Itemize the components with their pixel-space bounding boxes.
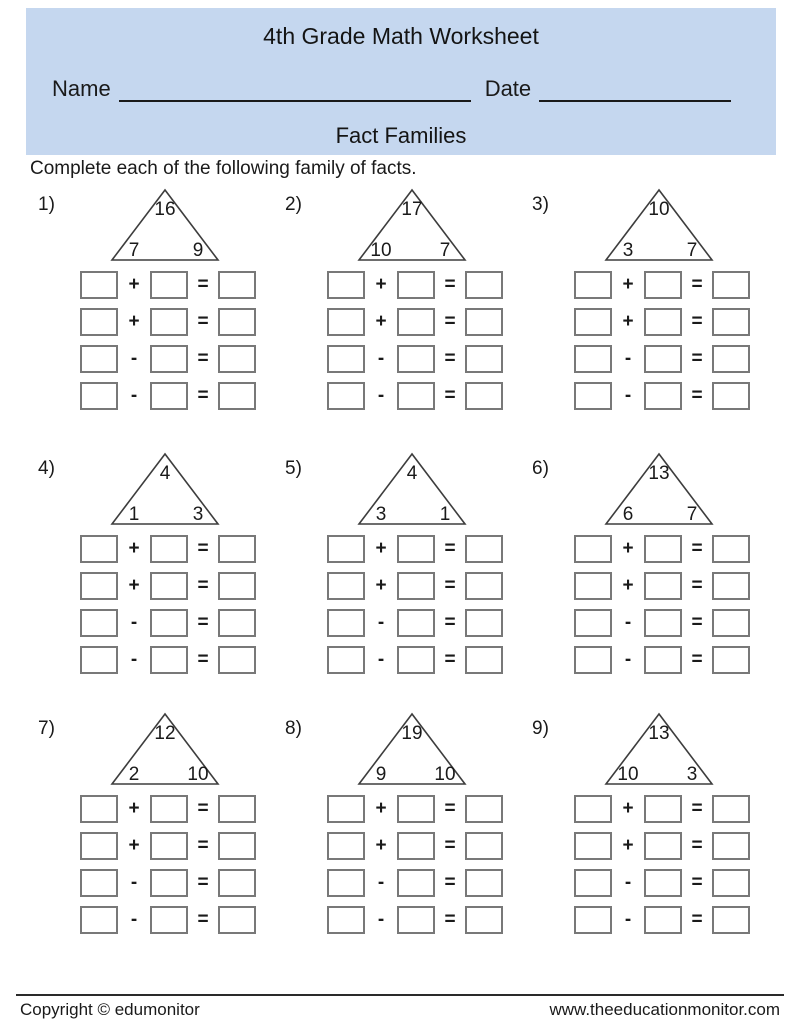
equation-row xyxy=(80,906,256,934)
triangle-left-number: 6 xyxy=(622,504,634,525)
answer-box[interactable] xyxy=(465,271,503,299)
answer-box[interactable] xyxy=(712,832,750,860)
problem-number: 8) xyxy=(285,718,302,739)
answer-box[interactable] xyxy=(80,646,118,674)
answer-box[interactable] xyxy=(644,535,682,563)
equals-sign: = xyxy=(197,798,209,819)
equals-sign: = xyxy=(691,835,703,856)
answer-box[interactable] xyxy=(150,535,188,563)
minus-operator: - xyxy=(377,649,385,670)
equation-row xyxy=(327,271,503,299)
answer-box[interactable] xyxy=(80,906,118,934)
answer-box[interactable] xyxy=(712,906,750,934)
equals-sign: = xyxy=(197,311,209,332)
answer-box[interactable] xyxy=(218,271,256,299)
triangle-top-number: 10 xyxy=(648,199,670,220)
plus-operator: + xyxy=(375,274,387,295)
problem-1 xyxy=(30,188,280,440)
answer-box[interactable] xyxy=(80,308,118,336)
answer-box[interactable] xyxy=(465,832,503,860)
equals-sign: = xyxy=(444,835,456,856)
equals-sign: = xyxy=(691,649,703,670)
answer-box[interactable] xyxy=(150,271,188,299)
triangle-top-number: 4 xyxy=(406,463,418,484)
minus-operator: - xyxy=(130,348,138,369)
answer-box[interactable] xyxy=(150,646,188,674)
equation-list xyxy=(574,535,750,683)
plus-operator: + xyxy=(622,835,634,856)
instruction-text: Complete each of the following family of facts. xyxy=(30,158,417,179)
answer-box[interactable] xyxy=(327,572,365,600)
problem-number: 7) xyxy=(38,718,55,739)
answer-box[interactable] xyxy=(327,271,365,299)
triangle-left-number: 3 xyxy=(622,240,634,261)
triangle-right-number: 10 xyxy=(434,764,456,785)
equals-sign: = xyxy=(444,575,456,596)
answer-box[interactable] xyxy=(397,906,435,934)
answer-box[interactable] xyxy=(150,382,188,410)
problem-6 xyxy=(524,452,774,704)
answer-box[interactable] xyxy=(465,795,503,823)
problem-number: 9) xyxy=(532,718,549,739)
plus-operator: + xyxy=(622,575,634,596)
equation-row xyxy=(80,535,256,563)
equals-sign: = xyxy=(691,909,703,930)
answer-box[interactable] xyxy=(327,832,365,860)
plus-operator: + xyxy=(375,311,387,332)
answer-box[interactable] xyxy=(218,572,256,600)
plus-operator: + xyxy=(622,798,634,819)
fact-family-triangle xyxy=(356,452,468,526)
answer-box[interactable] xyxy=(574,795,612,823)
triangle-right-number: 9 xyxy=(192,240,204,261)
answer-box[interactable] xyxy=(644,572,682,600)
answer-box[interactable] xyxy=(712,308,750,336)
minus-operator: - xyxy=(377,909,385,930)
problem-number: 2) xyxy=(285,194,302,215)
plus-operator: + xyxy=(622,538,634,559)
answer-box[interactable] xyxy=(327,646,365,674)
answer-box[interactable] xyxy=(150,906,188,934)
answer-box[interactable] xyxy=(574,382,612,410)
problem-4 xyxy=(30,452,280,704)
answer-box[interactable] xyxy=(397,795,435,823)
answer-box[interactable] xyxy=(327,869,365,897)
equation-row xyxy=(327,646,503,674)
equation-row xyxy=(574,382,750,410)
answer-box[interactable] xyxy=(465,382,503,410)
fact-family-triangle xyxy=(109,452,221,526)
minus-operator: - xyxy=(130,649,138,670)
answer-box[interactable] xyxy=(397,308,435,336)
equation-row xyxy=(80,832,256,860)
answer-box[interactable] xyxy=(218,832,256,860)
answer-box[interactable] xyxy=(465,609,503,637)
triangle-top-number: 12 xyxy=(154,723,176,744)
answer-box[interactable] xyxy=(80,572,118,600)
plus-operator: + xyxy=(375,538,387,559)
answer-box[interactable] xyxy=(644,308,682,336)
equation-list xyxy=(327,535,503,683)
answer-box[interactable] xyxy=(574,345,612,373)
answer-box[interactable] xyxy=(150,345,188,373)
answer-box[interactable] xyxy=(397,869,435,897)
answer-box[interactable] xyxy=(644,382,682,410)
answer-box[interactable] xyxy=(218,535,256,563)
minus-operator: - xyxy=(624,385,632,406)
equation-row xyxy=(327,869,503,897)
answer-box[interactable] xyxy=(574,308,612,336)
equals-sign: = xyxy=(691,872,703,893)
problem-number: 4) xyxy=(38,458,55,479)
problem-9 xyxy=(524,712,774,964)
answer-box[interactable] xyxy=(218,345,256,373)
equals-sign: = xyxy=(197,575,209,596)
equals-sign: = xyxy=(444,872,456,893)
worksheet-title: 4th Grade Math Worksheet xyxy=(263,23,539,49)
answer-box[interactable] xyxy=(327,535,365,563)
plus-operator: + xyxy=(128,798,140,819)
answer-box[interactable] xyxy=(644,906,682,934)
answer-box[interactable] xyxy=(465,869,503,897)
plus-operator: + xyxy=(128,274,140,295)
date-input-line[interactable] xyxy=(539,78,731,102)
equation-row xyxy=(574,271,750,299)
answer-box[interactable] xyxy=(465,646,503,674)
triangle-left-number: 1 xyxy=(128,504,140,525)
equation-row xyxy=(574,795,750,823)
answer-box[interactable] xyxy=(150,832,188,860)
plus-operator: + xyxy=(128,575,140,596)
problem-3 xyxy=(524,188,774,440)
answer-box[interactable] xyxy=(712,572,750,600)
triangle-top-number: 17 xyxy=(401,199,423,220)
equation-row xyxy=(327,795,503,823)
equation-row xyxy=(574,308,750,336)
equation-list xyxy=(80,795,256,943)
answer-box[interactable] xyxy=(80,609,118,637)
minus-operator: - xyxy=(624,612,632,633)
answer-box[interactable] xyxy=(574,609,612,637)
answer-box[interactable] xyxy=(80,832,118,860)
triangle-left-number: 2 xyxy=(128,764,140,785)
plus-operator: + xyxy=(375,798,387,819)
answer-box[interactable] xyxy=(150,609,188,637)
triangle-left-number: 7 xyxy=(128,240,140,261)
answer-box[interactable] xyxy=(327,609,365,637)
website-url: www.theeducationmonitor.com xyxy=(549,1000,780,1019)
answer-box[interactable] xyxy=(712,535,750,563)
plus-operator: + xyxy=(375,835,387,856)
equation-row xyxy=(327,609,503,637)
triangle-top-number: 19 xyxy=(401,723,423,744)
fact-family-triangle xyxy=(356,188,468,262)
equals-sign: = xyxy=(197,538,209,559)
answer-box[interactable] xyxy=(80,535,118,563)
minus-operator: - xyxy=(130,909,138,930)
worksheet-header xyxy=(26,8,776,155)
triangle-top-number: 13 xyxy=(648,463,670,484)
answer-box[interactable] xyxy=(150,795,188,823)
answer-box[interactable] xyxy=(218,609,256,637)
answer-box[interactable] xyxy=(712,345,750,373)
triangle-right-number: 3 xyxy=(686,764,698,785)
plus-operator: + xyxy=(128,311,140,332)
plus-operator: + xyxy=(622,274,634,295)
answer-box[interactable] xyxy=(327,906,365,934)
answer-box[interactable] xyxy=(150,869,188,897)
answer-box[interactable] xyxy=(574,572,612,600)
answer-box[interactable] xyxy=(327,308,365,336)
triangle-right-number: 7 xyxy=(686,504,698,525)
triangle-right-number: 1 xyxy=(439,504,451,525)
equals-sign: = xyxy=(197,909,209,930)
triangle-top-number: 16 xyxy=(154,199,176,220)
answer-box[interactable] xyxy=(397,646,435,674)
answer-box[interactable] xyxy=(397,345,435,373)
equation-row xyxy=(327,345,503,373)
equals-sign: = xyxy=(197,385,209,406)
minus-operator: - xyxy=(377,872,385,893)
name-label: Name xyxy=(52,76,111,101)
equation-row xyxy=(327,308,503,336)
triangle-left-number: 9 xyxy=(375,764,387,785)
equals-sign: = xyxy=(691,612,703,633)
answer-box[interactable] xyxy=(574,646,612,674)
equation-row xyxy=(80,345,256,373)
answer-box[interactable] xyxy=(574,869,612,897)
answer-box[interactable] xyxy=(644,271,682,299)
problem-8 xyxy=(277,712,527,964)
answer-box[interactable] xyxy=(218,795,256,823)
fact-family-triangle xyxy=(603,452,715,526)
equals-sign: = xyxy=(691,575,703,596)
plus-operator: + xyxy=(375,575,387,596)
equation-row xyxy=(574,906,750,934)
answer-box[interactable] xyxy=(218,869,256,897)
equation-list xyxy=(80,271,256,419)
problem-7 xyxy=(30,712,280,964)
equals-sign: = xyxy=(444,909,456,930)
equals-sign: = xyxy=(444,612,456,633)
answer-box[interactable] xyxy=(80,382,118,410)
answer-box[interactable] xyxy=(644,646,682,674)
answer-box[interactable] xyxy=(712,609,750,637)
minus-operator: - xyxy=(377,385,385,406)
answer-box[interactable] xyxy=(80,345,118,373)
answer-box[interactable] xyxy=(80,869,118,897)
fact-family-triangle xyxy=(603,188,715,262)
answer-box[interactable] xyxy=(397,609,435,637)
problem-number: 5) xyxy=(285,458,302,479)
problem-number: 6) xyxy=(532,458,549,479)
equation-row xyxy=(80,308,256,336)
triangle-left-number: 3 xyxy=(375,504,387,525)
minus-operator: - xyxy=(624,909,632,930)
equals-sign: = xyxy=(197,835,209,856)
answer-box[interactable] xyxy=(218,646,256,674)
equals-sign: = xyxy=(691,274,703,295)
equation-row xyxy=(574,572,750,600)
equation-row xyxy=(80,271,256,299)
equation-row xyxy=(80,869,256,897)
minus-operator: - xyxy=(130,385,138,406)
triangle-top-number: 4 xyxy=(159,463,171,484)
fact-family-triangle xyxy=(356,712,468,786)
equals-sign: = xyxy=(691,385,703,406)
equation-row xyxy=(574,832,750,860)
equation-row xyxy=(327,382,503,410)
equals-sign: = xyxy=(444,274,456,295)
problem-number: 3) xyxy=(532,194,549,215)
answer-box[interactable] xyxy=(644,609,682,637)
answer-box[interactable] xyxy=(218,906,256,934)
equals-sign: = xyxy=(197,348,209,369)
answer-box[interactable] xyxy=(327,382,365,410)
equation-list xyxy=(327,795,503,943)
equals-sign: = xyxy=(444,798,456,819)
equals-sign: = xyxy=(691,311,703,332)
answer-box[interactable] xyxy=(712,869,750,897)
answer-box[interactable] xyxy=(465,572,503,600)
answer-box[interactable] xyxy=(397,832,435,860)
equation-row xyxy=(574,345,750,373)
answer-box[interactable] xyxy=(574,906,612,934)
triangle-top-number: 13 xyxy=(648,723,670,744)
equals-sign: = xyxy=(197,612,209,633)
equals-sign: = xyxy=(197,274,209,295)
equals-sign: = xyxy=(691,348,703,369)
plus-operator: + xyxy=(622,311,634,332)
name-date-row xyxy=(52,76,766,102)
problem-number: 1) xyxy=(38,194,55,215)
equals-sign: = xyxy=(444,385,456,406)
minus-operator: - xyxy=(624,649,632,670)
answer-box[interactable] xyxy=(150,308,188,336)
triangle-right-number: 7 xyxy=(439,240,451,261)
answer-box[interactable] xyxy=(712,795,750,823)
equation-row xyxy=(80,382,256,410)
equation-list xyxy=(574,271,750,419)
equation-row xyxy=(327,535,503,563)
triangle-left-number: 10 xyxy=(617,764,639,785)
equals-sign: = xyxy=(197,649,209,670)
equals-sign: = xyxy=(197,872,209,893)
equation-list xyxy=(327,271,503,419)
equation-row xyxy=(574,646,750,674)
equation-row xyxy=(327,832,503,860)
equals-sign: = xyxy=(444,649,456,670)
answer-box[interactable] xyxy=(465,345,503,373)
equals-sign: = xyxy=(691,538,703,559)
equation-row xyxy=(327,572,503,600)
triangle-right-number: 7 xyxy=(686,240,698,261)
equation-row xyxy=(327,906,503,934)
worksheet-subtitle: Fact Families xyxy=(335,123,467,148)
equation-row xyxy=(574,609,750,637)
minus-operator: - xyxy=(377,348,385,369)
answer-box[interactable] xyxy=(712,271,750,299)
answer-box[interactable] xyxy=(712,382,750,410)
answer-box[interactable] xyxy=(397,271,435,299)
footer-divider xyxy=(16,994,784,996)
problem-2 xyxy=(277,188,527,440)
equation-row xyxy=(80,609,256,637)
equals-sign: = xyxy=(691,798,703,819)
minus-operator: - xyxy=(130,612,138,633)
answer-box[interactable] xyxy=(465,535,503,563)
answer-box[interactable] xyxy=(644,832,682,860)
equation-row xyxy=(80,795,256,823)
date-label: Date xyxy=(484,76,532,101)
triangle-right-number: 3 xyxy=(192,504,204,525)
answer-box[interactable] xyxy=(644,869,682,897)
answer-box[interactable] xyxy=(465,906,503,934)
equals-sign: = xyxy=(444,311,456,332)
triangle-left-number: 10 xyxy=(370,240,392,261)
answer-box[interactable] xyxy=(218,308,256,336)
answer-box[interactable] xyxy=(574,535,612,563)
plus-operator: + xyxy=(128,835,140,856)
plus-operator: + xyxy=(128,538,140,559)
equation-list xyxy=(574,795,750,943)
answer-box[interactable] xyxy=(327,795,365,823)
equals-sign: = xyxy=(444,538,456,559)
minus-operator: - xyxy=(130,872,138,893)
answer-box[interactable] xyxy=(712,646,750,674)
answer-box[interactable] xyxy=(80,271,118,299)
triangle-right-number: 10 xyxy=(187,764,209,785)
answer-box[interactable] xyxy=(644,345,682,373)
minus-operator: - xyxy=(624,348,632,369)
answer-box[interactable] xyxy=(218,382,256,410)
answer-box[interactable] xyxy=(150,572,188,600)
answer-box[interactable] xyxy=(397,382,435,410)
problem-5 xyxy=(277,452,527,704)
equation-row xyxy=(80,646,256,674)
equals-sign: = xyxy=(444,348,456,369)
equation-list xyxy=(80,535,256,683)
name-input-line[interactable] xyxy=(119,78,471,102)
answer-box[interactable] xyxy=(327,345,365,373)
answer-box[interactable] xyxy=(644,795,682,823)
minus-operator: - xyxy=(377,612,385,633)
answer-box[interactable] xyxy=(397,535,435,563)
fact-family-triangle xyxy=(603,712,715,786)
fact-family-triangle xyxy=(109,712,221,786)
equation-row xyxy=(80,572,256,600)
minus-operator: - xyxy=(624,872,632,893)
answer-box[interactable] xyxy=(465,308,503,336)
equation-row xyxy=(574,535,750,563)
fact-family-triangle xyxy=(109,188,221,262)
equation-row xyxy=(574,869,750,897)
answer-box[interactable] xyxy=(574,271,612,299)
answer-box[interactable] xyxy=(397,572,435,600)
copyright-text: Copyright © edumonitor xyxy=(20,1000,200,1019)
answer-box[interactable] xyxy=(80,795,118,823)
answer-box[interactable] xyxy=(574,832,612,860)
